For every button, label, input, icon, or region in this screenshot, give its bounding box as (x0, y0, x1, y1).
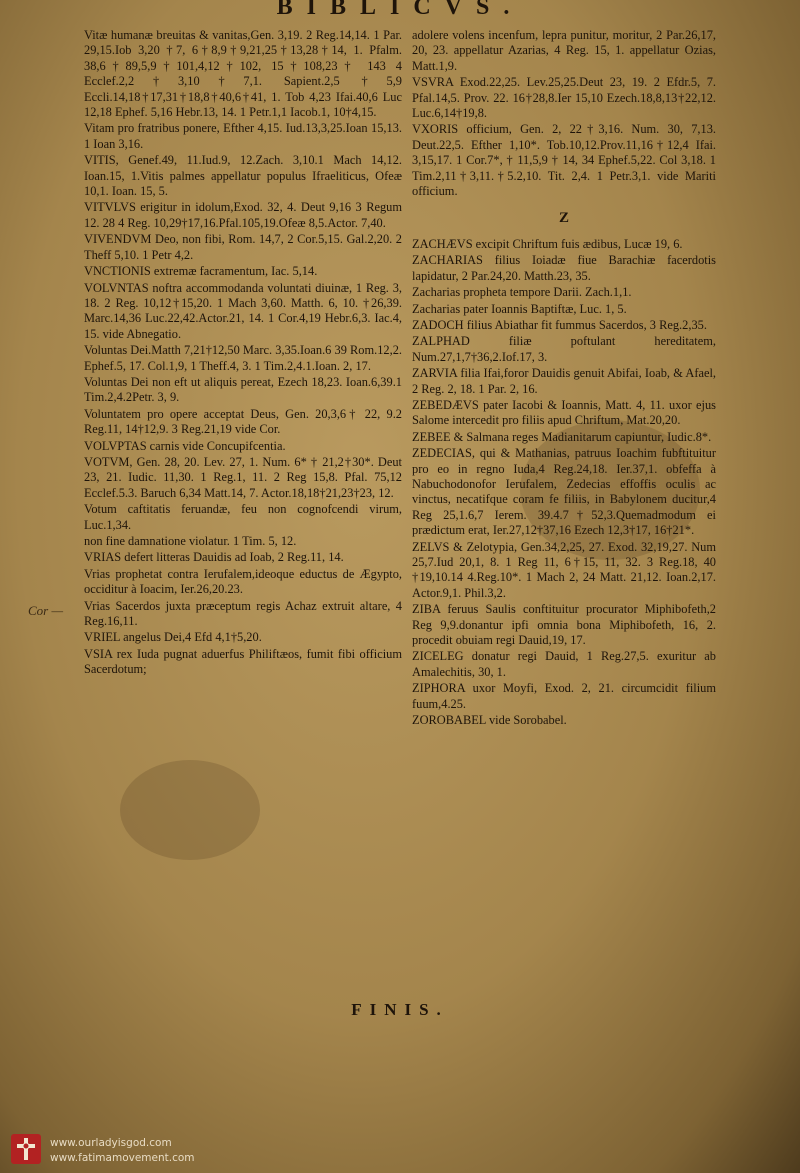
right-column (412, 28, 716, 729)
index-entry: VITIS, Genef.49, 11.Iud.9, 12.Zach. 3,10.1 Mach 14,12. Ioan.15, 1.Vitis palmes appellatur populus Ifraeliticus, Ofeæ 10,1. Ioan. 15, 5. (84, 153, 402, 199)
index-entry: VSIA rex Iuda pugnat aduerfus Philiftæos, fumit fibi officium Sacerdotum; (84, 646, 402, 677)
index-entry: ZOROBABEL vide Sorobabel. (412, 713, 567, 728)
index-entry: non fine damnatione violatur. 1 Tim. 5, 12. (84, 534, 297, 548)
index-entry: ZICELEG donatur regi Dauid, 1 Reg.27,5. exuritur ab Amalechitis, 30, 1. (412, 649, 716, 679)
page-header: BIBLICVS. (276, 0, 524, 20)
margin-annotation: Cor — (28, 603, 64, 618)
index-entry: Voluntas Dei non eft ut aliquis pereat, Ezech 18,23. Ioan.6,39.1 Tim.2,4.2Petr. 3, 9. (84, 374, 402, 405)
left-column (84, 28, 402, 679)
index-entry: VRIEL angelus Dei,4 Efd 4,1†5,20. (84, 630, 262, 645)
index-entry: ZIPHORA uxor Moyfi, Exod. 2, 21. circumcidit filium fuum,4.25. (412, 681, 716, 711)
index-entry: ZEBEE & Salmana reges Madianitarum capiuntur, Iudic.8*. (412, 429, 712, 444)
index-entry: ZACHARIAS filius Ioiadæ fiue Barachiæ facerdotis lapidatur, 2 Par.24,20. Matth.23, 35. (412, 253, 716, 283)
index-entry: ZIBA feruus Saulis conftituitur procurator Miphibofeth,2 Reg 9,9.donantur ipfi omnia bona Miphibofeth, 16, 2. procedit obuiam regi Dauid,19, 17. (412, 602, 716, 648)
index-entry: VOLVPTAS carnis vide Concupifcentia. (84, 438, 286, 453)
index-entry: VNCTIONIS extremæ facramentum, Iac. 5,14. (84, 264, 318, 279)
index-entry: ZELVS & Zelotypia, Gen.34,2,25, 27. Exod. 32,19,27. Num 25,7.Iud 20,1, 8. 1 Reg 11, 6†15, 11, 32. 3 Reg.18, 40 †19,10.14 4.Reg.10*. 1 Mach 2, 24 Matt. 21,12. Ioan.2,17. Actor.9,1. Phil.3,2. (412, 539, 716, 600)
index-entry: VOLVNTAS noftra accommodanda voluntati diuinæ, 1 Reg. 3, 18. 2 Reg. 10,12†15,20. 1 Mach 3,60. Matth. 6, 10. †26,39. Marc.14,36 Luc.22,42.Actor.21, 14. 1 Cor.4,19 Hebr.6,3. Iac.4, 15. vide Abnegatio. (84, 280, 402, 341)
website-link-2[interactable]: www.fatimamovement.com (50, 1152, 195, 1164)
paper-stain (120, 760, 260, 860)
index-entry: Vitæ humanæ breuitas & vanitas,Gen. 3,19. 2 Reg.14,14. 1 Par. 29,15.Iob 3,20 †7, 6†8,9†9,21,25†13,28†14, 1. Pfalm. 38,6†89,5,9†101,4,12†102, 15†108,23† 143 4 Ecclef.2,2†3,10†7,1. Sapient.2,5 †5,9 Eccli.14,18†17,31†18,8†40,6†41, 1. Tob 4,23 Ifai.40,6 Luc 12,18 Ephef. 5,16 Hebr.13, 14. 1 Petr.1,1 Iacob.1, 10†4,15. (84, 28, 402, 120)
index-entry: Vitam pro fratribus ponere, Efther 4,15. Iud.13,3,25.Ioan 15,13. 1 Ioan 3,16. (84, 121, 402, 151)
index-entry: Zacharias pater Ioannis Baptiftæ, Luc. 1, 5. (412, 301, 627, 316)
finis-text: FINIS. (351, 1000, 449, 1019)
index-entry: VSVRA Exod.22,25. Lev.25,25.Deut 23, 19. 2 Efdr.5, 7. Pfal.14,5. Prov. 22. 16†28,8.Ier 15,10 Ezech.18,8,13†22,12. Luc.6,14†19,8. (412, 75, 716, 121)
index-entry: VXORIS officium, Gen. 2, 22†3,16. Num. 30, 7,13. Deut.22,5. Efther 1,10*. Tob.10,12.Prov.11,16†12,4 Ifai. 3,15,17. 1 Cor.7*, † 11,5,9 † 14, 34 Ephef.5,22. Col 3,18. 1 Tim.2,11†3,11.†5.2,10. Tit. 2,4. 1 Petr.3,1. vide Mariti officium. (412, 122, 716, 199)
index-entry: ZACHÆVS excipit Chriftum fuis ædibus, Lucæ 19, 6. (412, 236, 683, 251)
website-link-1[interactable]: www.ourladyisgod.com (50, 1137, 172, 1149)
index-entry: VITVLVS erigitur in idolum,Exod. 32, 4. Deut 9,16 3 Regum 12. 28 4 Reg. 10,29†17,16.Pfal.105,19.Ofeæ 8,5.Actor. 7,40. (84, 200, 402, 230)
index-entry: VOTVM, Gen. 28, 20. Lev. 27, 1. Num. 6* † 21,2†30*. Deut 23, 21. Iudic. 11,30. 1 Reg.1, 11. 2 Reg 15,8. Pfal. 75,12 Ecclef.5.3. Baruch 6,34 Matt.14, 7. Actor.18,18†21,23†23, 12. (84, 454, 402, 500)
cross-shield-icon (10, 1133, 42, 1165)
watermark-footer (10, 1131, 270, 1171)
index-entry: Votum caftitatis feruandæ, feu non cognofcendi virum, Luc.1,34. (84, 502, 402, 532)
index-entry: ZARVIA filia Ifai,foror Dauidis genuit Abifai, Ioab, & Afael, 2 Reg. 2, 18. 1 Par. 2, 16. (412, 366, 716, 396)
index-entry: Zacharias propheta tempore Darii. Zach.1,1. (412, 285, 632, 300)
section-letter: Z (558, 210, 569, 227)
index-entry: ZALPHAD filiæ poftulant hereditatem, Num.27,1,7†36,2.Iof.17, 3. (412, 334, 716, 364)
index-entry: Voluntas Dei.Matth 7,21†12,50 Marc. 3,35.Ioan.6 39 Rom.12,2. Ephef.5, 17. Col.1,9, 1 Theff.4, 3. 1 Tim.2,4.1.Ioan. 2, 17. (84, 343, 402, 373)
index-entry: adolere volens incenfum, lepra punitur, moritur, 2 Par.26,17, 20, 23. appellatur Azarias, 4 Reg. 15, 1. appellatur Ozias, Matt.1,9. (412, 28, 716, 73)
index-entry: ZEDECIAS, qui & Mathanias, patruus Ioachim fubftituitur pro eo in regno Iuda,4 Reg.24,18. Ier.37,1. obfeffa à Nabuchodonofor Ierufalem, Zedecias effoffis oculis ac vinctus, necatifque coram fe filiis, in Babylonem ducitur,4 Reg 25,1.6,7 Ierem. 39.4.7†52,3.Quemadmodum ei prædictum erat, Ier.27,12†37,16 Ezech 12,3†17, 16†21*. (412, 446, 716, 538)
index-entry: ZADOCH filius Abiathar fit fummus Sacerdos, 3 Reg.2,35. (412, 317, 707, 332)
index-entry: VRIAS defert litteras Dauidis ad Ioab, 2 Reg.11, 14. (84, 550, 344, 565)
index-entry: Vrias Sacerdos juxta præceptum regis Achaz extruit altare, 4 Reg.16,11. (84, 598, 402, 629)
index-entry: Voluntatem pro opere acceptat Deus, Gen. 20,3,6† 22, 9.2 Reg.11, 14†12,9. 3 Reg.21,19 vide Cor. (84, 406, 402, 437)
index-entry: Vrias prophetat contra Ierufalem,ideoque eductus de Ægypto, occiditur à Ioacim, Ier.26,20.23. (84, 566, 402, 597)
index-entry: ZEBEDÆVS pater Iacobi & Ioannis, Matt. 4, 11. uxor ejus Salome intercedit pro filiis apud Chriftum, Mat.20,20. (412, 397, 716, 428)
index-entry: VIVENDVM Deo, non fibi, Rom. 14,7, 2 Cor.5,15. Gal.2,20. 2 Theff 5,10. 1 Petr 4,2. (84, 232, 402, 262)
